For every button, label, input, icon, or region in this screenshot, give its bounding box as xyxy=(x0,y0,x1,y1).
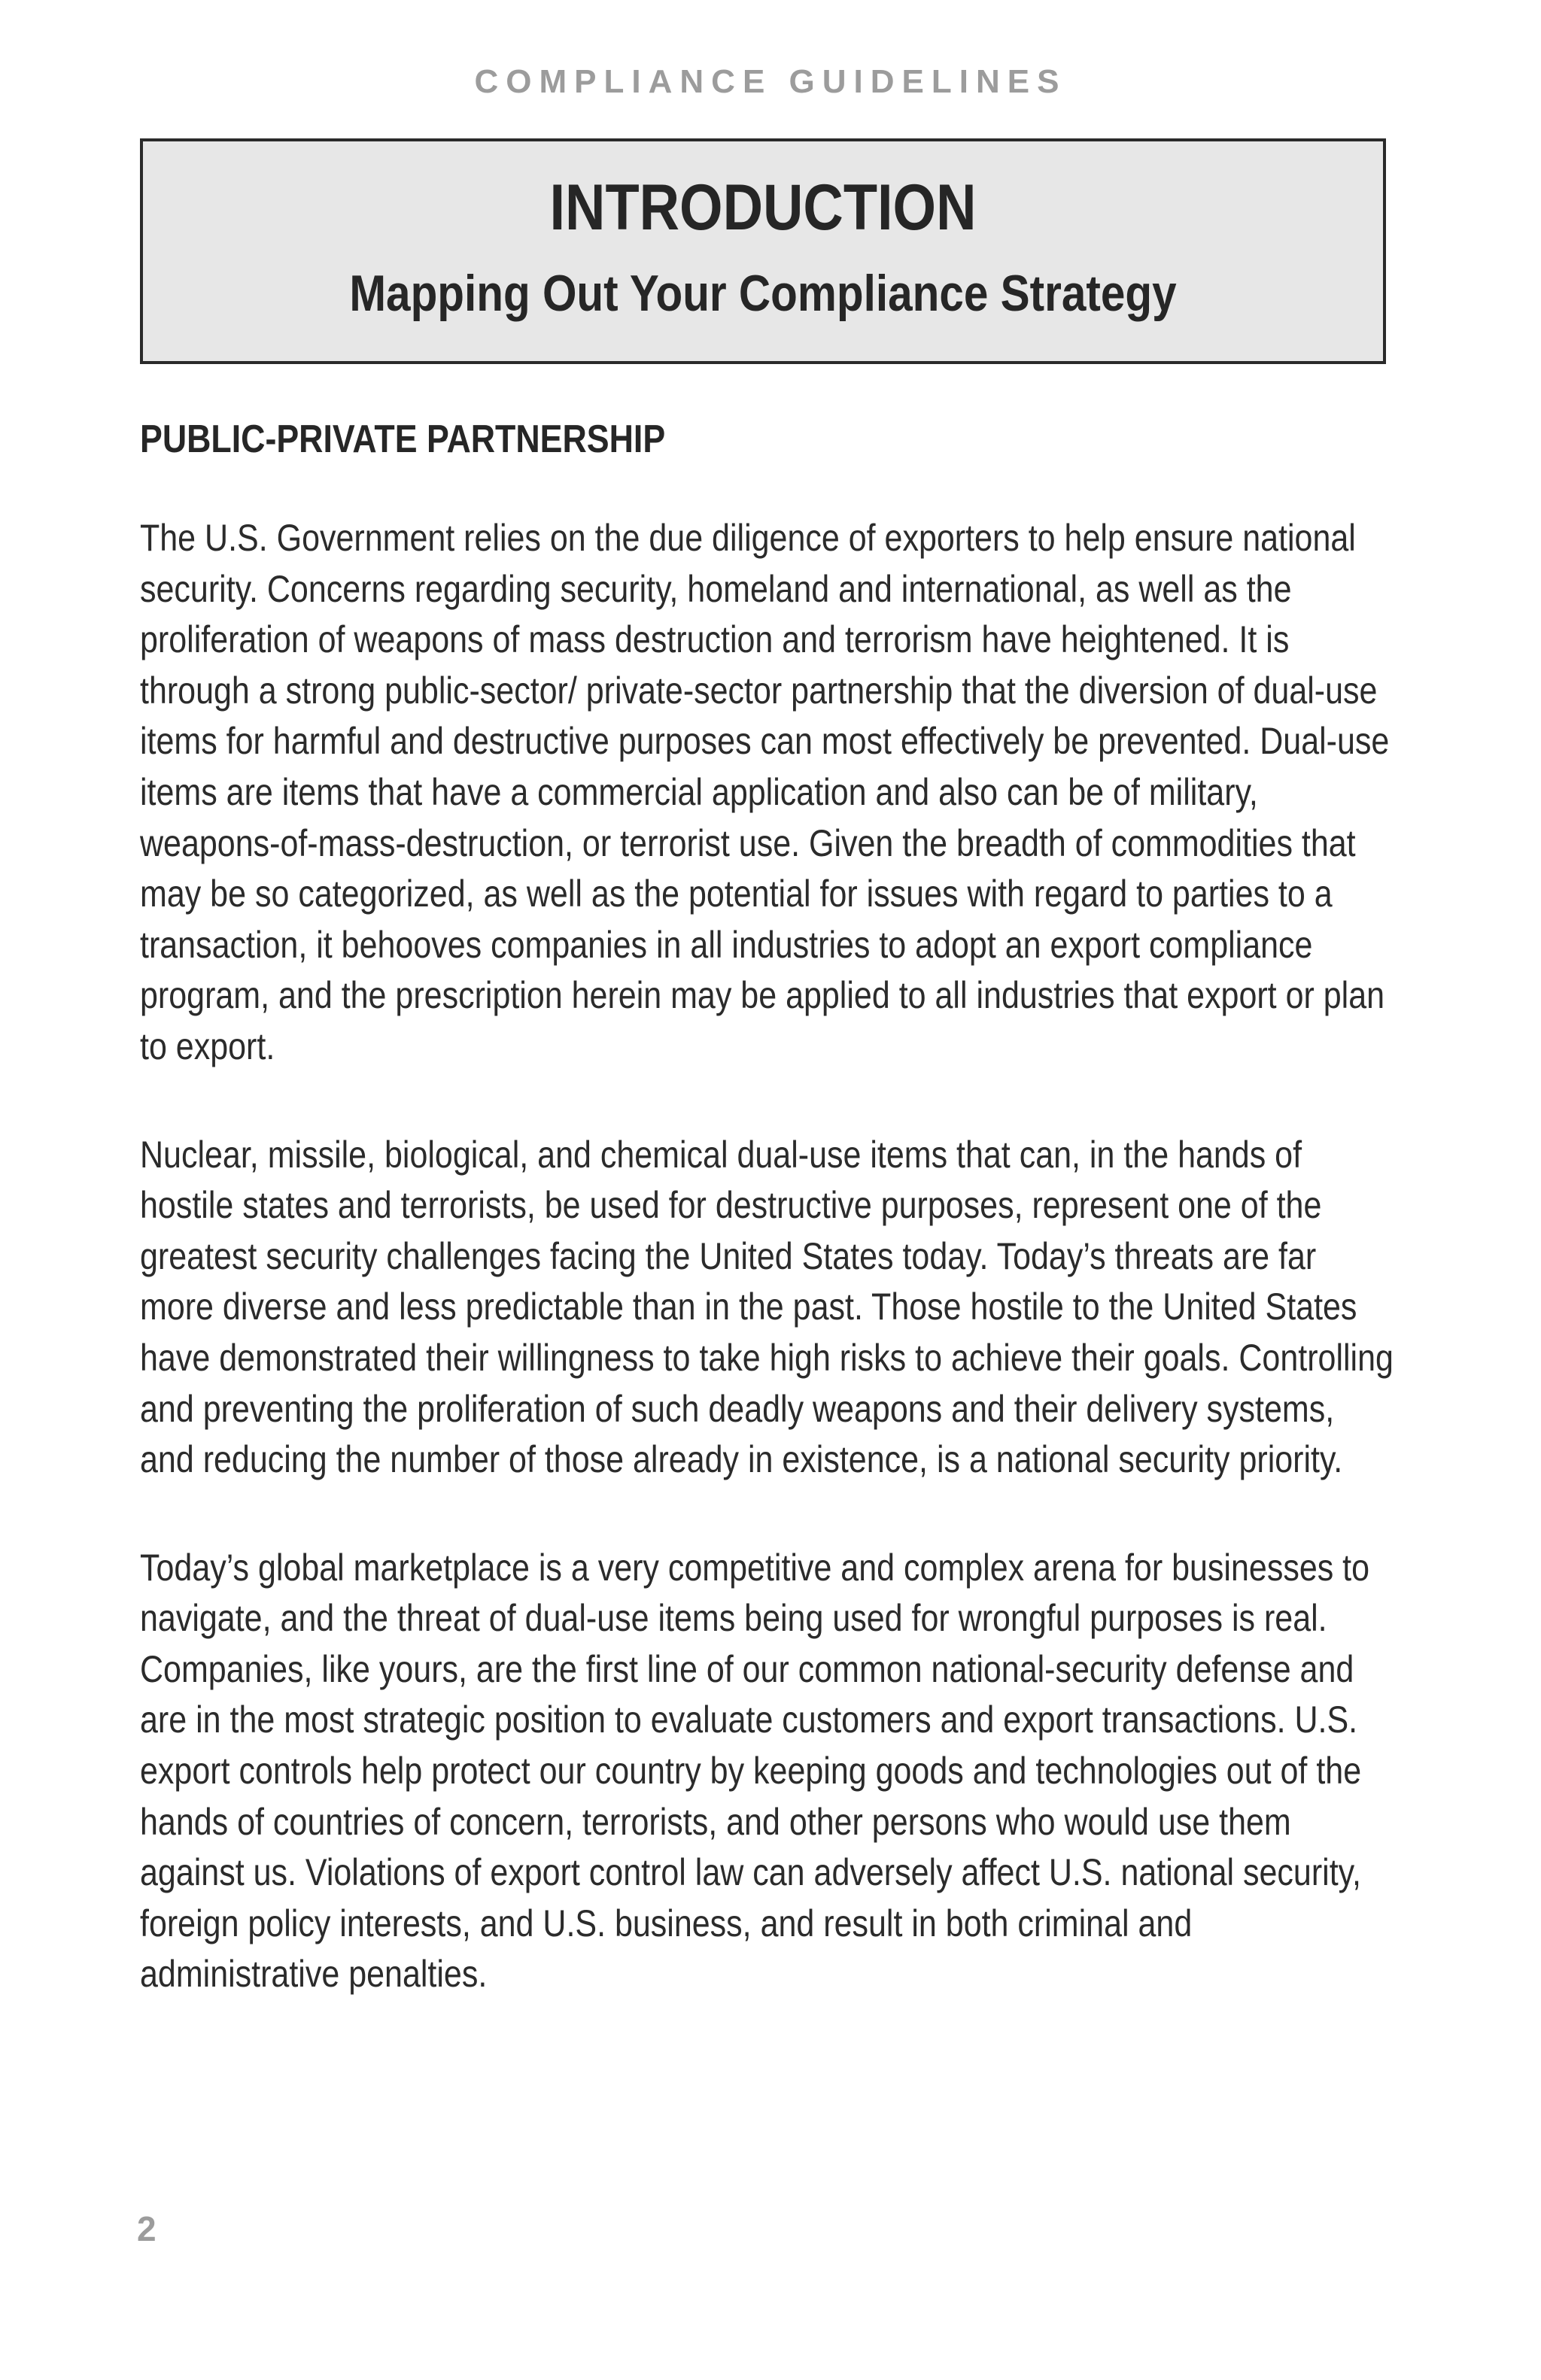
title-box xyxy=(140,138,1386,364)
body-paragraph-1: The U.S. Government relies on the due diligence of exporters to help ensure national security. Concerns regarding security, homeland and international, as well as the proliferation of weapons of mass destruction and terrorism have heightened. It is through a strong public-sector/ private-sector partnership that the diversion of dual-use items for harmful and destructive purposes can most effectively be prevented. Dual-use items are items that have a commercial application and also can be of military, weapons-of-mass-destruction, or terrorist use. Given the breadth of commodities that may be so categorized, as well as the potential for issues with regard to parties to a transaction, it behooves companies in all industries to adopt an export compliance program, and the prescription herein may be applied to all industries that export or plan to export. xyxy=(140,517,1390,1067)
running-head: COMPLIANCE GUIDELINES xyxy=(474,63,1067,100)
body-paragraph-3: Today’s global marketplace is a very competitive and complex arena for businesses to navigate, and the threat of dual-use items being used for wrongful purposes is real. Companies, like yours, are the first line of our common national-security defense and are in the most strategic position to evaluate customers and export transactions. U.S. export controls help protect our country by keeping goods and technologies out of the hands of countries of concern, terrorists, and other persons who would use them against us. Violations of export control law can adversely affect U.S. national security, foreign policy interests, and U.S. business, and result in both criminal and administrative penalties. xyxy=(140,1546,1370,1996)
page-title: INTRODUCTION xyxy=(549,172,977,244)
page-subtitle: Mapping Out Your Compliance Strategy xyxy=(349,265,1177,322)
body-paragraph-2: Nuclear, missile, biological, and chemical dual-use items that can, in the hands of hostile states and terrorists, be used for destructive purposes, represent one of the greatest security challenges facing the United States today. Today’s threats are far more diverse and less predictable than in the past. Those hostile to the United States have demonstrated their willingness to take high risks to achieve their goals. Controlling and preventing the proliferation of such deadly weapons and their delivery systems, and reducing the number of those already in existence, is a national security priority. xyxy=(140,1133,1394,1481)
main-content xyxy=(140,412,1401,2000)
section-heading: PUBLIC-PRIVATE PARTNERSHIP xyxy=(140,417,666,461)
page-number: 2 xyxy=(137,2209,157,2248)
